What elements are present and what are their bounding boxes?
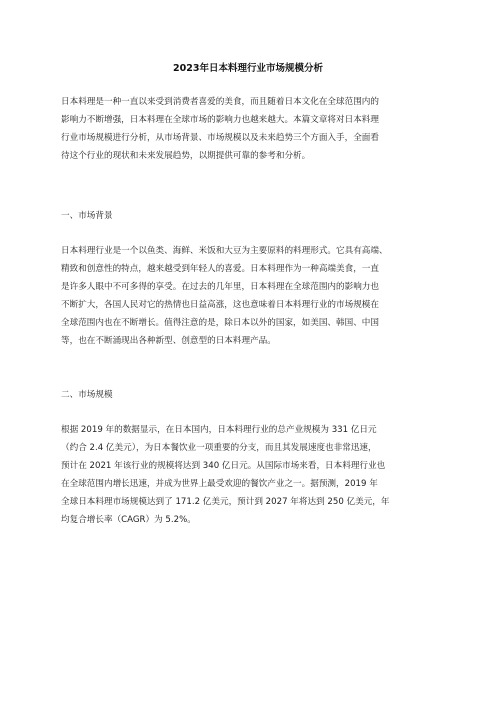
paragraph-line: 日本料理行业是一个以鱼类、海鲜、米饭和大豆为主要原料的料理形式。它具有高端、	[61, 246, 388, 256]
paragraph-line: 全球日本料理市场规模达到了 171.2 亿美元，预计到 2027 年将达到 250 亿美元，年	[61, 497, 390, 507]
market-size-paragraph	[61, 421, 437, 529]
paragraph-line: 待这个行业的现状和未来发展趋势，以期提供可靠的参考和分析。	[61, 151, 311, 161]
paragraph-line: 等，也在不断涌现出各种新型、创意型的日本料理产品。	[61, 336, 276, 346]
paragraph-line: 影响力不断增强，日本料理在全球市场的影响力也越来越大。本篇文章将对日本料理	[61, 115, 379, 125]
section-heading-market-background: 一、市场背景	[61, 211, 113, 221]
paragraph-line: 均复合增长率（CAGR）为 5.2%。	[61, 515, 196, 525]
paragraph-line: 是许多人眼中不可多得的享受。在过去的几年里，日本料理在全球范围内的影响力也	[61, 282, 379, 292]
paragraph-line: 在全球范围内增长迅速，并成为世界上最受欢迎的餐饮产业之一。据预测，2019 年	[61, 479, 378, 489]
paragraph-line: 行业市场规模进行分析，从市场背景、市场规模以及未来趋势三个方面入手，全面看	[61, 133, 379, 143]
intro-paragraph	[61, 93, 437, 165]
paragraph-line: 根据 2019 年的数据显示，在日本国内，日本料理行业的总产业规模为 331 亿日元	[61, 425, 377, 435]
document-title: 2023年日本料理行业市场规模分析	[173, 63, 323, 74]
paragraph-line: （约合 2.4 亿美元），为日本餐饮业一项重要的分支，而且其发展速度也非常迅速，	[61, 443, 377, 453]
paragraph-line: 精致和创意性的特点，越来越受到年轻人的喜爱。日本料理作为一种高端美食，一直	[61, 264, 379, 274]
market-background-paragraph	[61, 242, 437, 350]
paragraph-line: 不断扩大，各国人民对它的热情也日益高涨，这也意味着日本料理行业的市场规模在	[61, 300, 379, 310]
paragraph-line: 全球范围内也在不断增长。值得注意的是，除日本以外的国家，如美国、韩国、中国	[61, 318, 379, 328]
section-heading-market-size: 二、市场规模	[61, 390, 113, 400]
paragraph-line: 日本料理是一种一直以来受到消费者喜爱的美食，而且随着日本文化在全球范围内的	[61, 97, 379, 107]
paragraph-line: 预计在 2021 年该行业的规模将达到 340 亿日元。从国际市场来看，日本料理行业也	[61, 461, 386, 471]
